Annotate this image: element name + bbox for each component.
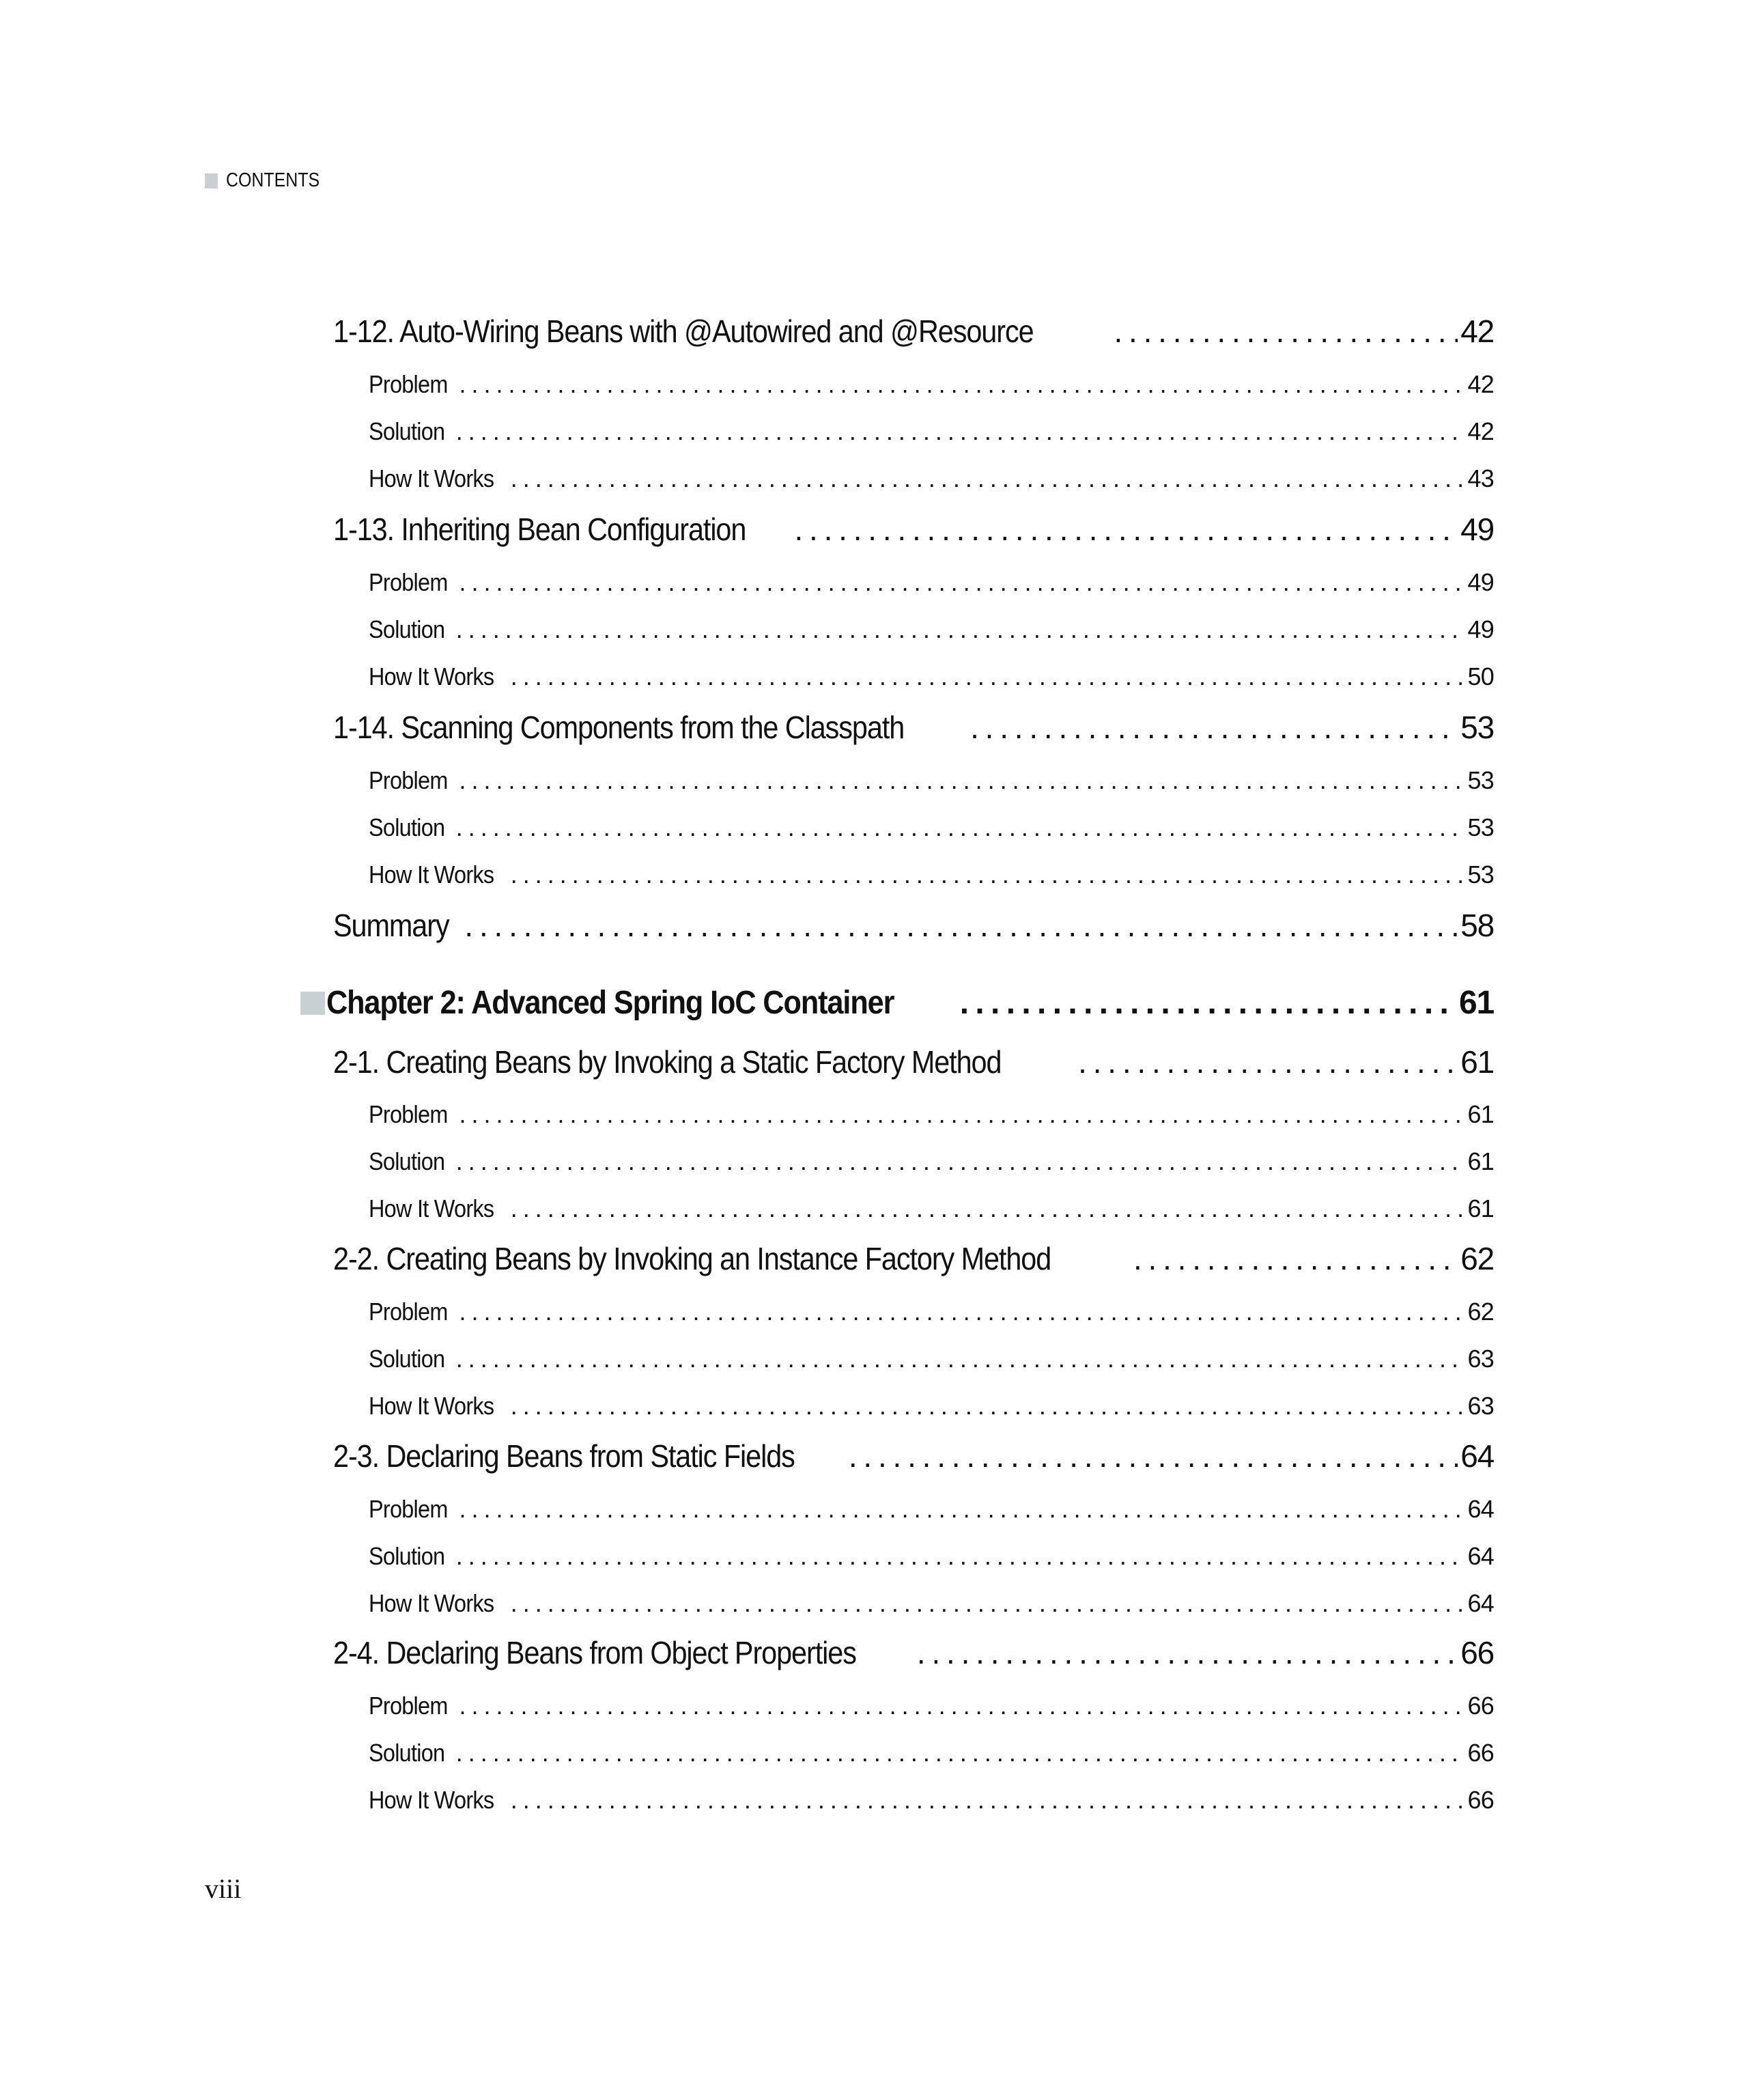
toc-page-number: 64 (1467, 1542, 1494, 1570)
toc-subentry[interactable] (369, 1390, 1494, 1423)
toc-chapter-entry[interactable] (300, 982, 1494, 1024)
toc-subentry[interactable] (369, 1784, 1494, 1817)
toc-page-number: 61 (1467, 1194, 1494, 1222)
toc-entry-title: How It Works (369, 662, 494, 690)
toc-page-number: 66 (1467, 1739, 1494, 1767)
toc-entry-title: How It Works (369, 1194, 494, 1222)
dot-leader (917, 1632, 1458, 1673)
toc-page-number: 53 (1467, 813, 1494, 841)
toc-subentry[interactable] (369, 613, 1494, 646)
toc-subentry[interactable] (369, 1343, 1494, 1375)
toc-section-entry[interactable] (333, 311, 1494, 352)
toc-subentry[interactable] (369, 1690, 1494, 1722)
toc-page-number: 43 (1467, 464, 1494, 492)
dot-leader (511, 1390, 1465, 1423)
dot-leader (511, 1587, 1465, 1620)
toc-page-number: 42 (1467, 417, 1494, 445)
dot-leader (459, 1296, 1464, 1328)
dot-leader (456, 1737, 1465, 1769)
running-header (205, 169, 320, 192)
dot-leader (456, 613, 1465, 646)
toc-section-entry[interactable] (333, 905, 1494, 946)
toc-entry-title: How It Works (369, 1589, 494, 1617)
page-number: viii (205, 1873, 242, 1904)
header-square-icon (205, 173, 218, 188)
toc-page-number: 42 (1460, 313, 1494, 349)
dot-leader (1114, 311, 1458, 352)
toc-subentry[interactable] (369, 811, 1494, 844)
toc-page-number: 61 (1460, 1044, 1494, 1080)
dot-leader (794, 509, 1458, 550)
toc-entry-title: Chapter 2: Advanced Spring IoC Container (326, 985, 894, 1021)
toc-section-entry[interactable] (333, 707, 1494, 748)
toc-page-number: 63 (1467, 1345, 1494, 1373)
toc-section-entry[interactable] (333, 509, 1494, 550)
toc-page-number: 62 (1460, 1241, 1494, 1276)
toc-entry-title: 2-4. Declaring Beans from Object Properties (333, 1635, 856, 1670)
chapter-square-icon (300, 992, 325, 1015)
dot-leader (511, 1192, 1465, 1225)
toc-subentry[interactable] (369, 660, 1494, 693)
toc-entry-title: How It Works (369, 464, 494, 492)
dot-leader (1133, 1238, 1458, 1279)
dot-leader (456, 1540, 1465, 1573)
toc-page-number: 53 (1467, 766, 1494, 794)
dot-leader (456, 811, 1465, 844)
toc-page-number: 64 (1460, 1438, 1494, 1474)
toc-entry-title: Solution (369, 1345, 445, 1373)
toc-subentry[interactable] (369, 1737, 1494, 1769)
toc-subentry[interactable] (369, 1098, 1494, 1131)
toc-entry-title: 2-2. Creating Beans by Invoking an Instance Factory Method (333, 1241, 1051, 1276)
toc-page-number: 61 (1459, 985, 1494, 1021)
toc-subentry[interactable] (369, 1587, 1494, 1620)
toc-entry-title: Summary (333, 908, 449, 943)
toc-subentry[interactable] (369, 1145, 1494, 1178)
toc-page-number: 66 (1467, 1692, 1494, 1720)
toc-entry-title: How It Works (369, 1392, 494, 1420)
toc-entry-title: Solution (369, 615, 445, 643)
dot-leader (511, 858, 1465, 891)
dot-leader (459, 1098, 1464, 1131)
dot-leader (459, 1493, 1464, 1526)
dot-leader (960, 982, 1456, 1024)
toc-entry-title: Problem (369, 370, 448, 398)
dot-leader (459, 566, 1464, 599)
toc-page-number: 66 (1467, 1786, 1494, 1814)
toc-subentry[interactable] (369, 1192, 1494, 1225)
dot-leader (511, 1784, 1465, 1817)
toc-page-number: 62 (1467, 1298, 1494, 1326)
dot-leader (459, 1690, 1464, 1722)
dot-leader (459, 764, 1464, 797)
toc-entry-title: 1-14. Scanning Components from the Classpath (333, 710, 905, 745)
toc-subentry[interactable] (369, 415, 1494, 448)
toc-page-number: 64 (1467, 1495, 1494, 1523)
toc-entry-title: 2-1. Creating Beans by Invoking a Static Factory Method (333, 1044, 1002, 1080)
toc-page-number: 66 (1460, 1635, 1494, 1670)
toc-subentry[interactable] (369, 368, 1494, 401)
toc-page-number: 58 (1460, 908, 1494, 943)
dot-leader (459, 368, 1464, 401)
dot-leader (1078, 1041, 1458, 1082)
toc-entry-title: Problem (369, 1692, 448, 1720)
toc-entry-title: How It Works (369, 1786, 494, 1814)
toc-entry-title: Problem (369, 568, 448, 596)
toc-page-number: 61 (1467, 1147, 1494, 1175)
toc-subentry[interactable] (369, 1296, 1494, 1328)
toc-entry-title: Solution (369, 813, 445, 841)
dot-leader (511, 462, 1465, 495)
toc-subentry[interactable] (369, 764, 1494, 797)
toc-page-number: 64 (1467, 1589, 1494, 1617)
toc-page-number: 63 (1467, 1392, 1494, 1420)
toc-entry-title: 1-13. Inheriting Bean Configuration (333, 512, 746, 547)
toc-entry-title: How It Works (369, 860, 494, 888)
toc-page-number: 50 (1467, 662, 1494, 690)
dot-leader (464, 905, 1458, 946)
toc-entry-title: Problem (369, 1495, 448, 1523)
dot-leader (970, 707, 1458, 748)
toc-entry-title: Problem (369, 1298, 448, 1326)
dot-leader (849, 1436, 1458, 1476)
toc-page-number: 61 (1467, 1100, 1494, 1128)
dot-leader (456, 1145, 1465, 1178)
dot-leader (456, 1343, 1465, 1375)
toc-page-number: 49 (1467, 615, 1494, 643)
toc-entry-title: Problem (369, 1100, 448, 1128)
toc-subentry[interactable] (369, 858, 1494, 891)
toc-entry-title: 1-12. Auto-Wiring Beans with @Autowired and @Resource (333, 313, 1034, 349)
toc-page-number: 49 (1467, 568, 1494, 596)
toc-section-entry[interactable] (333, 1436, 1494, 1476)
toc-subentry[interactable] (369, 462, 1494, 495)
dot-leader (511, 660, 1465, 693)
toc-subentry[interactable] (369, 1540, 1494, 1573)
dot-leader (456, 415, 1465, 448)
toc-page-number: 49 (1460, 512, 1494, 547)
toc-entry-title: Solution (369, 1739, 445, 1767)
toc-subentry[interactable] (369, 1493, 1494, 1526)
toc-entry-title: Problem (369, 766, 448, 794)
toc-page-number: 42 (1467, 370, 1494, 398)
toc-section-entry[interactable] (333, 1041, 1494, 1082)
toc-entry-title: 2-3. Declaring Beans from Static Fields (333, 1438, 795, 1474)
toc-subentry[interactable] (369, 566, 1494, 599)
toc-section-entry[interactable] (333, 1238, 1494, 1279)
toc-entry-title: Solution (369, 417, 445, 445)
toc-entry-title: Solution (369, 1542, 445, 1570)
toc-section-entry[interactable] (333, 1632, 1494, 1673)
toc-page-number: 53 (1467, 860, 1494, 888)
toc-entry-title: Solution (369, 1147, 445, 1175)
toc-page-number: 53 (1460, 710, 1494, 745)
running-title: CONTENTS (225, 169, 320, 191)
